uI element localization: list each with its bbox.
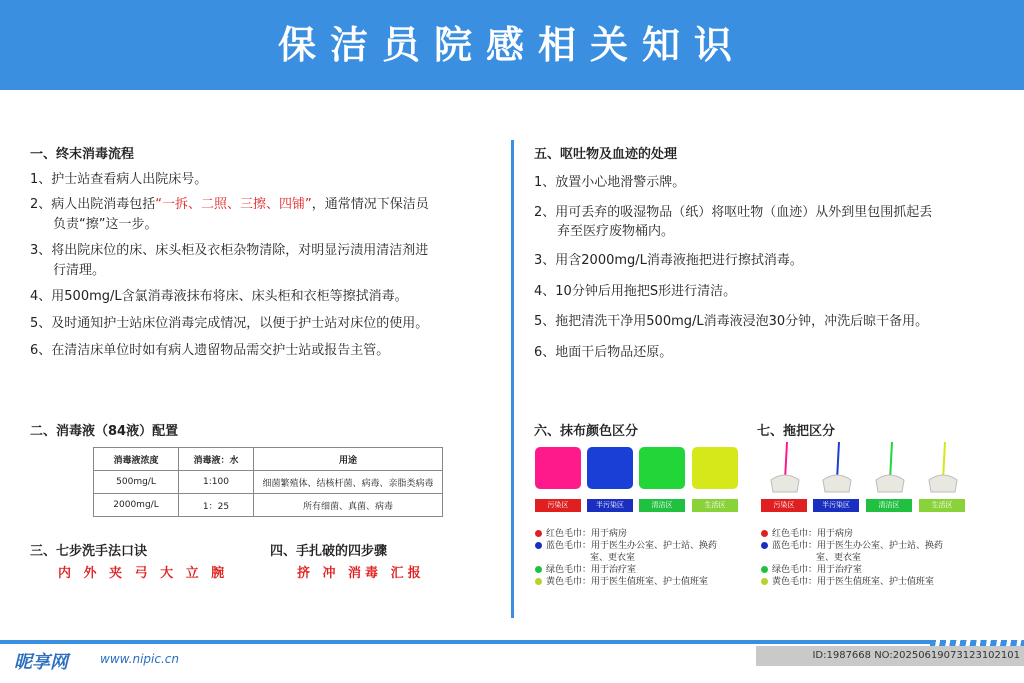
green-towel-image — [639, 447, 685, 489]
table-cell: 2000mg/L — [94, 494, 179, 517]
table-cell: 1:100 — [179, 471, 254, 494]
column-divider — [511, 140, 514, 618]
legend-item — [761, 528, 943, 540]
s1-item-2-text: 2、病人出院消毒包括 — [30, 197, 156, 212]
table-header: 用途 — [254, 448, 443, 471]
legend-item-cont: 室、更衣室 — [590, 553, 636, 563]
blue-mop-icon — [813, 440, 859, 500]
legend-item — [535, 528, 717, 540]
section-4-heading: 四、手扎破的四步骤 — [270, 544, 388, 559]
s1-item-2 — [30, 194, 429, 215]
s5-item-1: 1、放置小心地滑警示牌。 — [534, 175, 686, 190]
section-7-heading: 七、拖把区分 — [757, 424, 836, 439]
legend-text: 黄色毛巾：用于医生值班室、护士值班室 — [546, 577, 709, 587]
blue-towel-image — [587, 447, 633, 489]
puncture-slogan: 挤 冲 消毒 汇报 — [297, 566, 425, 581]
section-2-heading: 二、消毒液（84液）配置 — [30, 424, 179, 439]
section-3-heading: 三、七步洗手法口诀 — [30, 544, 148, 559]
legend-text: 红色毛巾：用于病房 — [772, 529, 854, 539]
table-row — [94, 471, 443, 494]
s1-item-5: 5、及时通知护士站床位消毒完成情况，以便于护士站对床位的使用。 — [30, 316, 429, 331]
legend-text: 绿色毛巾：用于治疗室 — [546, 565, 637, 575]
towel-legend — [535, 528, 717, 588]
watermark-logo: 昵享网 — [14, 652, 68, 673]
s5-item-4: 4、10分钟后用拖把S形进行清洁。 — [534, 284, 737, 299]
blue-dot-icon — [761, 542, 768, 549]
table-header: 消毒液浓度 — [94, 448, 179, 471]
legend-item-cont: 室、更衣室 — [816, 553, 862, 563]
legend-item — [535, 576, 717, 588]
image-id-bar: ID:1987668 NO:20250619073123102101 — [756, 646, 1024, 666]
zone-label: 清洁区 — [866, 499, 912, 512]
legend-text: 蓝色毛巾：用于医生办公室、护士站、换药 — [772, 541, 944, 551]
section-1-heading: 一、终末消毒流程 — [30, 147, 135, 162]
red-dot-icon — [761, 530, 768, 537]
s5-item-2-cont: 弃至医疗废物桶内。 — [557, 224, 675, 239]
table-cell: 1：25 — [179, 494, 254, 517]
s1-item-1: 1、护士站查看病人出院床号。 — [30, 172, 208, 187]
zone-label: 生活区 — [919, 499, 965, 512]
table-cell: 500mg/L — [94, 471, 179, 494]
s1-item-4: 4、用500mg/L含氯消毒液抹布将床、床头柜和衣柜等擦拭消毒。 — [30, 289, 408, 304]
yellow-dot-icon — [761, 578, 768, 585]
s1-item-2-cont: 负责“擦”这一步。 — [53, 217, 158, 232]
footer-bar — [0, 640, 1024, 644]
s1-item-6: 6、在清洁床单位时如有病人遗留物品需交护士站或报告主管。 — [30, 343, 390, 358]
yellow-mop-icon — [919, 440, 965, 500]
legend-text: 绿色毛巾：用于治疗室 — [772, 565, 863, 575]
legend-text: 蓝色毛巾：用于医生办公室、护士站、换药 — [546, 541, 718, 551]
green-dot-icon — [535, 566, 542, 573]
legend-item — [761, 564, 943, 576]
legend-item — [761, 540, 943, 552]
red-towel-image — [535, 447, 581, 489]
handwash-slogan: 内 外 夹 弓 大 立 腕 — [58, 566, 229, 581]
watermark-url: www.nipic.cn — [100, 652, 179, 666]
s1-item-3: 3、将出院床位的床、床头柜及衣柜杂物清除，对明显污渍用清洁剂进 — [30, 243, 429, 258]
legend-item — [535, 564, 717, 576]
section-6-heading: 六、抹布颜色区分 — [534, 424, 639, 439]
legend-item — [535, 540, 717, 552]
legend-item — [761, 576, 943, 588]
zone-label: 生活区 — [692, 499, 738, 512]
table-header-row — [94, 448, 443, 471]
s1-item-2-text-tail: ，通常情况下保洁员 — [311, 197, 429, 212]
s5-item-5: 5、拖把清洗干净用500mg/L消毒液浸泡30分钟，冲洗后晾干备用。 — [534, 314, 929, 329]
zone-label: 污染区 — [761, 499, 807, 512]
section-5-heading: 五、呕吐物及血迹的处理 — [534, 147, 678, 162]
yellow-dot-icon — [535, 578, 542, 585]
legend-text: 红色毛巾：用于病房 — [546, 529, 628, 539]
s5-item-6: 6、地面干后物品还原。 — [534, 345, 673, 360]
zone-label: 半污染区 — [587, 499, 633, 512]
page-title: 保洁员院感相关知识 — [277, 23, 746, 67]
s5-item-3: 3、用含2000mg/L消毒液拖把进行擦拭消毒。 — [534, 253, 803, 268]
table-cell: 细菌繁殖体、结核杆菌、病毒、亲脂类病毒 — [254, 471, 443, 494]
blue-dot-icon — [535, 542, 542, 549]
red-dot-icon — [535, 530, 542, 537]
legend-text: 黄色毛巾：用于医生值班室、护士值班室 — [772, 577, 935, 587]
green-dot-icon — [761, 566, 768, 573]
table-cell: 所有细菌、真菌、病毒 — [254, 494, 443, 517]
s1-item-2-highlight: “一拆、二照、三擦、四铺” — [155, 197, 312, 212]
s1-item-3-cont: 行清理。 — [53, 263, 106, 278]
mop-legend — [761, 528, 943, 588]
table-header: 消毒液：水 — [179, 448, 254, 471]
yellow-towel-image — [692, 447, 738, 489]
green-mop-icon — [866, 440, 912, 500]
s5-item-2: 2、用可丢弃的吸湿物品（纸）将呕吐物（血迹）从外到里包围抓起丢 — [534, 205, 933, 220]
zone-label: 清洁区 — [639, 499, 685, 512]
disinfectant-table — [93, 447, 443, 517]
table-row — [94, 494, 443, 517]
zone-label: 半污染区 — [813, 499, 859, 512]
zone-label: 污染区 — [535, 499, 581, 512]
red-mop-icon — [761, 440, 807, 500]
